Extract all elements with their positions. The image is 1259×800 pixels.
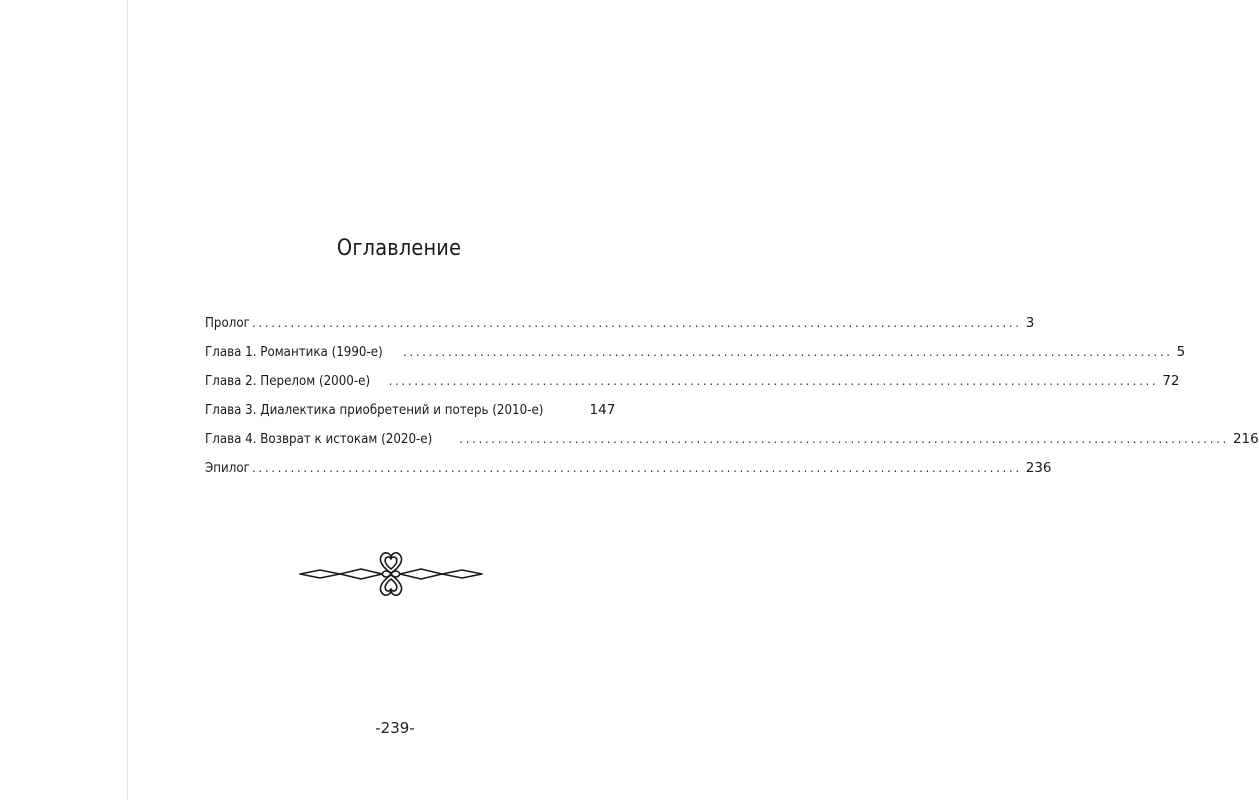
page-edge-line [127, 0, 128, 800]
toc-entry-page: 5 [1176, 344, 1186, 360]
heart-knot-divider-icon [298, 548, 484, 600]
toc-entry-label: Эпилог [205, 460, 250, 476]
dot-leader: ........................................................................................................................ [252, 461, 1022, 475]
toc-entry[interactable] [205, 315, 1035, 344]
toc-entry-page: 216 [1232, 431, 1259, 447]
toc-entry-label: Глава 4. Возврат к истокам (2020-е) [205, 431, 433, 447]
toc-entry-page: 3 [1025, 315, 1035, 331]
toc-entry[interactable] [205, 402, 616, 431]
dot-leader: ........................................................................................................................ [251, 316, 1022, 330]
toc-entry-page: 236 [1025, 460, 1052, 476]
toc-entry-label: Глава 1. Романтика (1990-е) [205, 344, 383, 360]
toc-entry-page: 147 [589, 402, 616, 418]
toc-entry[interactable] [205, 373, 1180, 402]
toc-entry-label: Глава 2. Перелом (2000-е) [205, 373, 371, 389]
table-of-contents [205, 315, 1259, 489]
page-number: -239- [375, 719, 415, 737]
page-title: Оглавление [336, 236, 462, 261]
toc-entry[interactable] [205, 431, 1259, 460]
dot-leader: ........................................................................................................................ [459, 432, 1229, 446]
toc-entry[interactable] [205, 460, 1052, 489]
toc-entry-label: Глава 3. Диалектика приобретений и потерь (2010-е) [205, 402, 544, 418]
dot-leader: ........................................................................................................................ [388, 374, 1159, 388]
dot-leader: ........................................................................................................................ [402, 345, 1173, 359]
toc-entry-page: 72 [1162, 373, 1180, 389]
toc-entry-label: Пролог [205, 315, 250, 331]
toc-entry[interactable] [205, 344, 1186, 373]
